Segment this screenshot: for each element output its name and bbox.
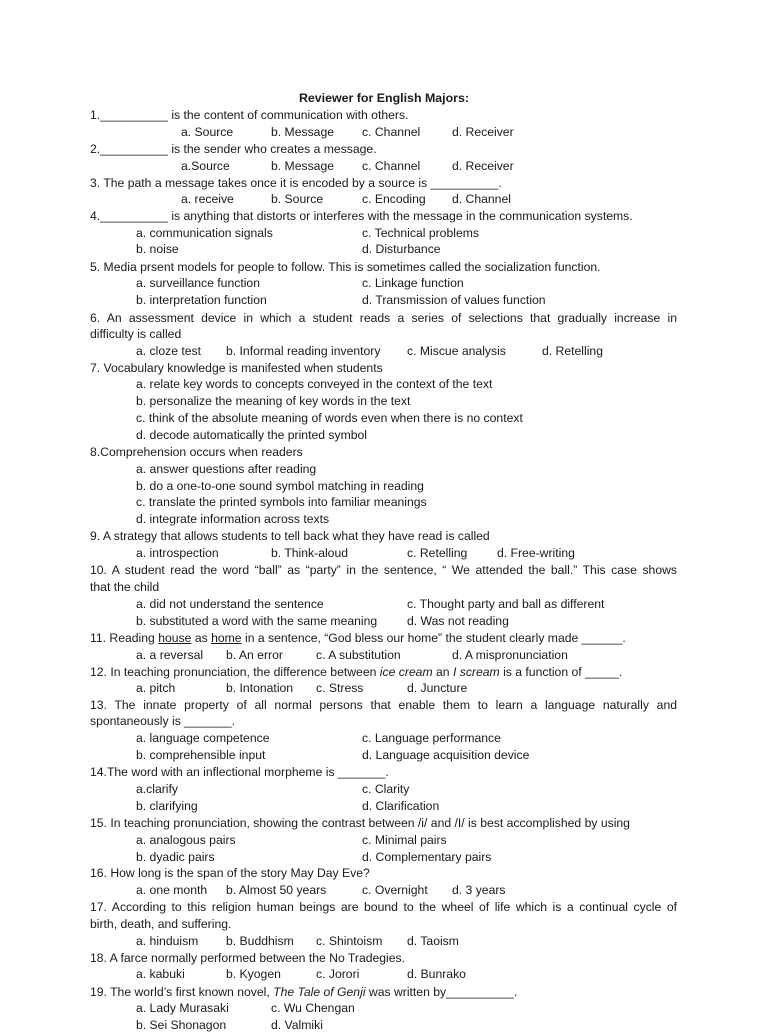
option-14d: d. Clarification	[362, 799, 440, 813]
question-5: 5. Media prsent models for people to follow. This is sometimes called the socialization function.	[90, 260, 601, 274]
option-19b: b. Sei Shonagon	[136, 1018, 227, 1032]
option-6a: a. cloze test	[136, 344, 202, 358]
option-9c: c. Retelling	[407, 546, 468, 560]
option-6b: b. Informal reading inventory	[226, 344, 381, 358]
question-14: 14.The word with an inflectional morpheme is _______.	[90, 765, 389, 779]
question-1: 1.__________ is the content of communication with others.	[90, 108, 409, 122]
option-8b: b. do a one-to-one sound symbol matching in reading	[136, 479, 424, 493]
option-17b: b. Buddhism	[226, 934, 294, 948]
option-5c: c. Linkage function	[362, 276, 464, 290]
option-16b: b. Almost 50 years	[226, 883, 327, 897]
option-18d: d. Bunrako	[407, 967, 466, 981]
option-3d: d. Channel	[452, 192, 511, 206]
question-13-cont: spontaneously is _______.	[90, 714, 236, 728]
option-5b: b. interpretation function	[136, 293, 267, 307]
option-14b: b. clarifying	[136, 799, 198, 813]
underlined-word-home: home	[211, 631, 242, 645]
option-11b: b. An error	[226, 648, 283, 662]
option-14c: c. Clarity	[362, 782, 410, 796]
option-1c: c. Channel	[362, 125, 421, 139]
question-3: 3. The path a message takes once it is encoded by a source is __________.	[90, 176, 502, 190]
option-10d: d. Was not reading	[407, 614, 509, 628]
option-6d: d. Retelling	[542, 344, 603, 358]
option-8a: a. answer questions after reading	[136, 462, 317, 476]
option-15b: b. dyadic pairs	[136, 850, 215, 864]
option-7b: b. personalize the meaning of key words in the text	[136, 394, 411, 408]
option-16a: a. one month	[136, 883, 208, 897]
option-13a: a. language competence	[136, 731, 270, 745]
option-5a: a. surveillance function	[136, 276, 260, 290]
question-11: 11. Reading house as home in a sentence, “God bless our home” the student clearly made ______.	[90, 631, 626, 645]
option-19c: c. Wu Chengan	[271, 1001, 355, 1015]
question-8: 8.Comprehension occurs when readers	[90, 445, 303, 459]
option-19d: d. Valmiki	[271, 1018, 323, 1032]
question-18: 18. A farce normally performed between the No Tradegies.	[90, 951, 406, 965]
question-2: 2.__________ is the sender who creates a message.	[90, 142, 377, 156]
option-10b: b. substituted a word with the same meaning	[136, 614, 378, 628]
option-9a: a. introspection	[136, 546, 219, 560]
question-15: 15. In teaching pronunciation, showing the contrast between /i/ and /I/ is best accomplished by using	[90, 816, 630, 830]
question-9: 9. A strategy that allows students to tell back what they have read is called	[90, 529, 490, 543]
question-17: 17. According to this religion human beings are bound to the wheel of life which is a continual cycle of	[90, 900, 677, 914]
option-12d: d. Juncture	[407, 681, 468, 695]
option-11d: d. A mispronunciation	[452, 648, 568, 662]
option-18a: a. kabuki	[136, 967, 185, 981]
option-12c: c. Stress	[316, 681, 364, 695]
question-6-cont: difficulty is called	[90, 327, 182, 341]
option-4a: a. communication signals	[136, 226, 273, 240]
option-17c: c. Shintoism	[316, 934, 383, 948]
option-8c: c. translate the printed symbols into familiar meanings	[136, 495, 427, 509]
option-10c: c. Thought party and ball as different	[407, 597, 605, 611]
question-6: 6. An assessment device in which a student reads a series of selections that gradually increase in	[90, 311, 677, 325]
option-5d: d. Transmission of values function	[362, 293, 546, 307]
option-11c: c. A substitution	[316, 648, 401, 662]
italic-phrase-ice-cream: ice cream	[379, 665, 433, 679]
underlined-word-house: house	[158, 631, 192, 645]
question-19: 19. The world’s first known novel, The Tale of Genji was written by__________.	[90, 985, 518, 999]
question-13: 13. The innate property of all normal persons that enable them to learn a language naturally and	[90, 698, 677, 712]
option-17d: d. Taoism	[407, 934, 459, 948]
option-19a: a. Lady Murasaki	[136, 1001, 229, 1015]
option-2b: b. Message	[271, 159, 335, 173]
option-1a: a. Source	[181, 125, 234, 139]
option-12a: a. pitch	[136, 681, 176, 695]
option-15c: c. Minimal pairs	[362, 833, 447, 847]
option-4c: c. Technical problems	[362, 226, 479, 240]
option-4d: d. Disturbance	[362, 242, 441, 256]
question-7: 7. Vocabulary knowledge is manifested when students	[90, 361, 383, 375]
option-6c: c. Miscue analysis	[407, 344, 506, 358]
option-13d: d. Language acquisition device	[362, 748, 530, 762]
option-10a: a. did not understand the sentence	[136, 597, 324, 611]
italic-title-tale-of-genji: The Tale of Genji	[273, 985, 366, 999]
option-18c: c. Jorori	[316, 967, 360, 981]
option-7a: a. relate key words to concepts conveyed in the context of the text	[136, 377, 493, 391]
option-7c: c. think of the absolute meaning of words even when there is no context	[136, 411, 523, 425]
option-13c: c. Language performance	[362, 731, 501, 745]
option-8d: d. integrate information across texts	[136, 512, 330, 526]
option-15a: a. analogous pairs	[136, 833, 236, 847]
option-7d: d. decode automatically the printed symbol	[136, 428, 368, 442]
option-3a: a. receive	[181, 192, 234, 206]
question-10: 10. A student read the word “ball” as “party” in the sentence, “ We attended the ball.” This case shows	[90, 563, 677, 577]
option-1b: b. Message	[271, 125, 335, 139]
question-17-cont: birth, death, and suffering.	[90, 917, 232, 931]
option-9b: b. Think-aloud	[271, 546, 349, 560]
option-2c: c. Channel	[362, 159, 421, 173]
option-9d: d. Free-writing	[497, 546, 575, 560]
option-2a: a.Source	[181, 159, 230, 173]
italic-phrase-i-scream: I scream	[452, 665, 500, 679]
option-18b: b. Kyogen	[226, 967, 281, 981]
option-17a: a. hinduism	[136, 934, 199, 948]
option-3c: c. Encoding	[362, 192, 426, 206]
option-11a: a. a reversal	[136, 648, 204, 662]
option-3b: b. Source	[271, 192, 324, 206]
question-4: 4.__________ is anything that distorts or interferes with the message in the communication systems.	[90, 209, 633, 223]
option-2d: d. Receiver	[452, 159, 514, 173]
option-15d: d. Complementary pairs	[362, 850, 492, 864]
option-4b: b. noise	[136, 242, 179, 256]
option-12b: b. Intonation	[226, 681, 294, 695]
question-16: 16. How long is the span of the story May Day Eve?	[90, 866, 370, 880]
option-13b: b. comprehensible input	[136, 748, 266, 762]
question-10-cont: that the child	[90, 580, 160, 594]
option-1d: d. Receiver	[452, 125, 514, 139]
option-14a: a.clarify	[136, 782, 178, 796]
document-title: Reviewer for English Majors:	[298, 91, 470, 105]
option-16d: d. 3 years	[452, 883, 506, 897]
option-16c: c. Overnight	[362, 883, 428, 897]
question-12: 12. In teaching pronunciation, the difference between ice cream an I scream is a function of _____.	[90, 665, 623, 679]
